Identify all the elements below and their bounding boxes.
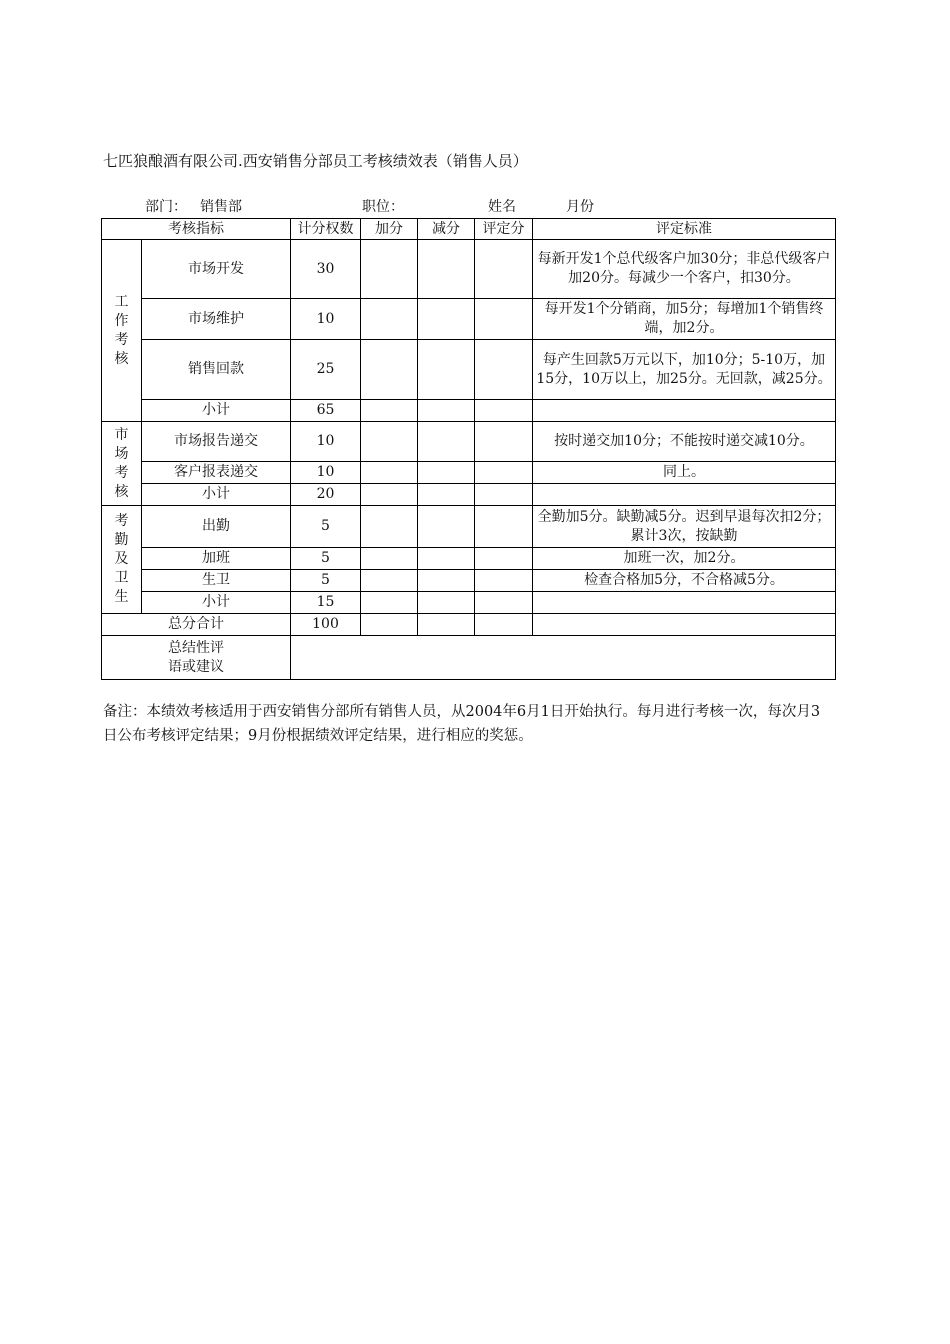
header-weight: 计分权数 (291, 219, 361, 240)
department-value: 销售部 (200, 199, 242, 215)
summary-label: 总结性评语或建议 (102, 636, 291, 680)
group-label-attendance (102, 506, 142, 614)
criteria-cell: 每开发1个分销商，加5分；每增加1个销售终端，加2分。 (533, 299, 836, 340)
add-cell[interactable] (361, 592, 418, 614)
table-row (102, 422, 836, 462)
weight-cell: 10 (291, 462, 361, 484)
assessment-table (101, 218, 836, 680)
item-cell: 销售回款 (142, 340, 291, 400)
weight-cell: 5 (291, 506, 361, 548)
table-row (102, 240, 836, 299)
total-criteria-cell (533, 614, 836, 636)
header-criteria: 评定标准 (533, 219, 836, 240)
total-row (102, 614, 836, 636)
add-cell[interactable] (361, 340, 418, 400)
weight-cell: 65 (291, 400, 361, 422)
add-cell[interactable] (361, 548, 418, 570)
score-cell[interactable] (475, 340, 533, 400)
deduct-cell[interactable] (418, 462, 475, 484)
criteria-cell (533, 400, 836, 422)
deduct-cell[interactable] (418, 548, 475, 570)
header-score: 评定分 (475, 219, 533, 240)
deduct-cell[interactable] (418, 299, 475, 340)
total-score-cell[interactable] (475, 614, 533, 636)
page-title: 七匹狼酿酒有限公司.西安销售分部员工考核绩效表（销售人员） (103, 152, 528, 170)
score-cell[interactable] (475, 422, 533, 462)
total-deduct-cell[interactable] (418, 614, 475, 636)
table-row (102, 506, 836, 548)
score-cell[interactable] (475, 570, 533, 592)
item-cell: 出勤 (142, 506, 291, 548)
item-cell: 市场开发 (142, 240, 291, 299)
item-cell: 小计 (142, 592, 291, 614)
item-cell: 小计 (142, 400, 291, 422)
subtotal-row (102, 400, 836, 422)
item-cell: 加班 (142, 548, 291, 570)
subtotal-row (102, 592, 836, 614)
criteria-cell: 按时递交加10分；不能按时递交减10分。 (533, 422, 836, 462)
criteria-cell: 全勤加5分。缺勤减5分。迟到早退每次扣2分；累计3次，按缺勤 (533, 506, 836, 548)
score-cell[interactable] (475, 240, 533, 299)
deduct-cell[interactable] (418, 570, 475, 592)
total-label: 总分合计 (102, 614, 291, 636)
header-row (102, 219, 836, 240)
score-cell[interactable] (475, 299, 533, 340)
score-cell[interactable] (475, 462, 533, 484)
add-cell[interactable] (361, 570, 418, 592)
item-cell: 生卫 (142, 570, 291, 592)
group-label-work (102, 240, 142, 422)
department-label: 部门： (145, 199, 187, 215)
table-row (102, 299, 836, 340)
deduct-cell[interactable] (418, 506, 475, 548)
position-label: 职位： (362, 199, 404, 215)
deduct-cell[interactable] (418, 240, 475, 299)
score-cell[interactable] (475, 506, 533, 548)
weight-cell: 25 (291, 340, 361, 400)
add-cell[interactable] (361, 422, 418, 462)
item-cell: 客户报表递交 (142, 462, 291, 484)
add-cell[interactable] (361, 299, 418, 340)
score-cell[interactable] (475, 592, 533, 614)
criteria-cell (533, 484, 836, 506)
table-row (102, 548, 836, 570)
total-weight: 100 (291, 614, 361, 636)
score-cell[interactable] (475, 484, 533, 506)
criteria-cell: 同上。 (533, 462, 836, 484)
weight-cell: 10 (291, 422, 361, 462)
deduct-cell[interactable] (418, 484, 475, 506)
summary-value[interactable] (291, 636, 836, 680)
criteria-cell: 加班一次，加2分。 (533, 548, 836, 570)
criteria-cell: 每产生回款5万元以下，加10分；5-10万，加15分，10万以上，加25分。无回款，减25分。 (533, 340, 836, 400)
month-label: 月份 (566, 199, 594, 215)
group-label-text: 考勤及卫生 (114, 513, 129, 605)
header-indicator: 考核指标 (102, 219, 291, 240)
criteria-cell: 检查合格加5分，不合格减5分。 (533, 570, 836, 592)
weight-cell: 10 (291, 299, 361, 340)
deduct-cell[interactable] (418, 340, 475, 400)
header-deduct: 减分 (418, 219, 475, 240)
table-row (102, 570, 836, 592)
subtotal-row (102, 484, 836, 506)
weight-cell: 5 (291, 570, 361, 592)
add-cell[interactable] (361, 484, 418, 506)
header-add: 加分 (361, 219, 418, 240)
add-cell[interactable] (361, 506, 418, 548)
group-label-text: 市场考核 (114, 426, 129, 500)
weight-cell: 5 (291, 548, 361, 570)
weight-cell: 15 (291, 592, 361, 614)
criteria-cell: 每新开发1个总代级客户加30分；非总代级客户加20分。每减少一个客户，扣30分。 (533, 240, 836, 299)
item-cell: 小计 (142, 484, 291, 506)
deduct-cell[interactable] (418, 400, 475, 422)
item-cell: 市场维护 (142, 299, 291, 340)
score-cell[interactable] (475, 400, 533, 422)
total-add-cell[interactable] (361, 614, 418, 636)
group-label-text: 工作考核 (114, 293, 129, 367)
deduct-cell[interactable] (418, 422, 475, 462)
add-cell[interactable] (361, 462, 418, 484)
weight-cell: 20 (291, 484, 361, 506)
score-cell[interactable] (475, 548, 533, 570)
deduct-cell[interactable] (418, 592, 475, 614)
add-cell[interactable] (361, 240, 418, 299)
item-cell: 市场报告递交 (142, 422, 291, 462)
summary-row (102, 636, 836, 680)
add-cell[interactable] (361, 400, 418, 422)
name-label: 姓名 (488, 199, 516, 215)
weight-cell: 30 (291, 240, 361, 299)
table-row (102, 340, 836, 400)
criteria-cell (533, 592, 836, 614)
footnote: 备注：本绩效考核适用于西安销售分部所有销售人员，从2004年6月1日开始执行。每月进行考核一次，每次月3日公布考核评定结果；9月份根据绩效评定结果，进行相应的奖惩。 (103, 704, 821, 744)
table-row (102, 462, 836, 484)
group-label-market (102, 422, 142, 506)
